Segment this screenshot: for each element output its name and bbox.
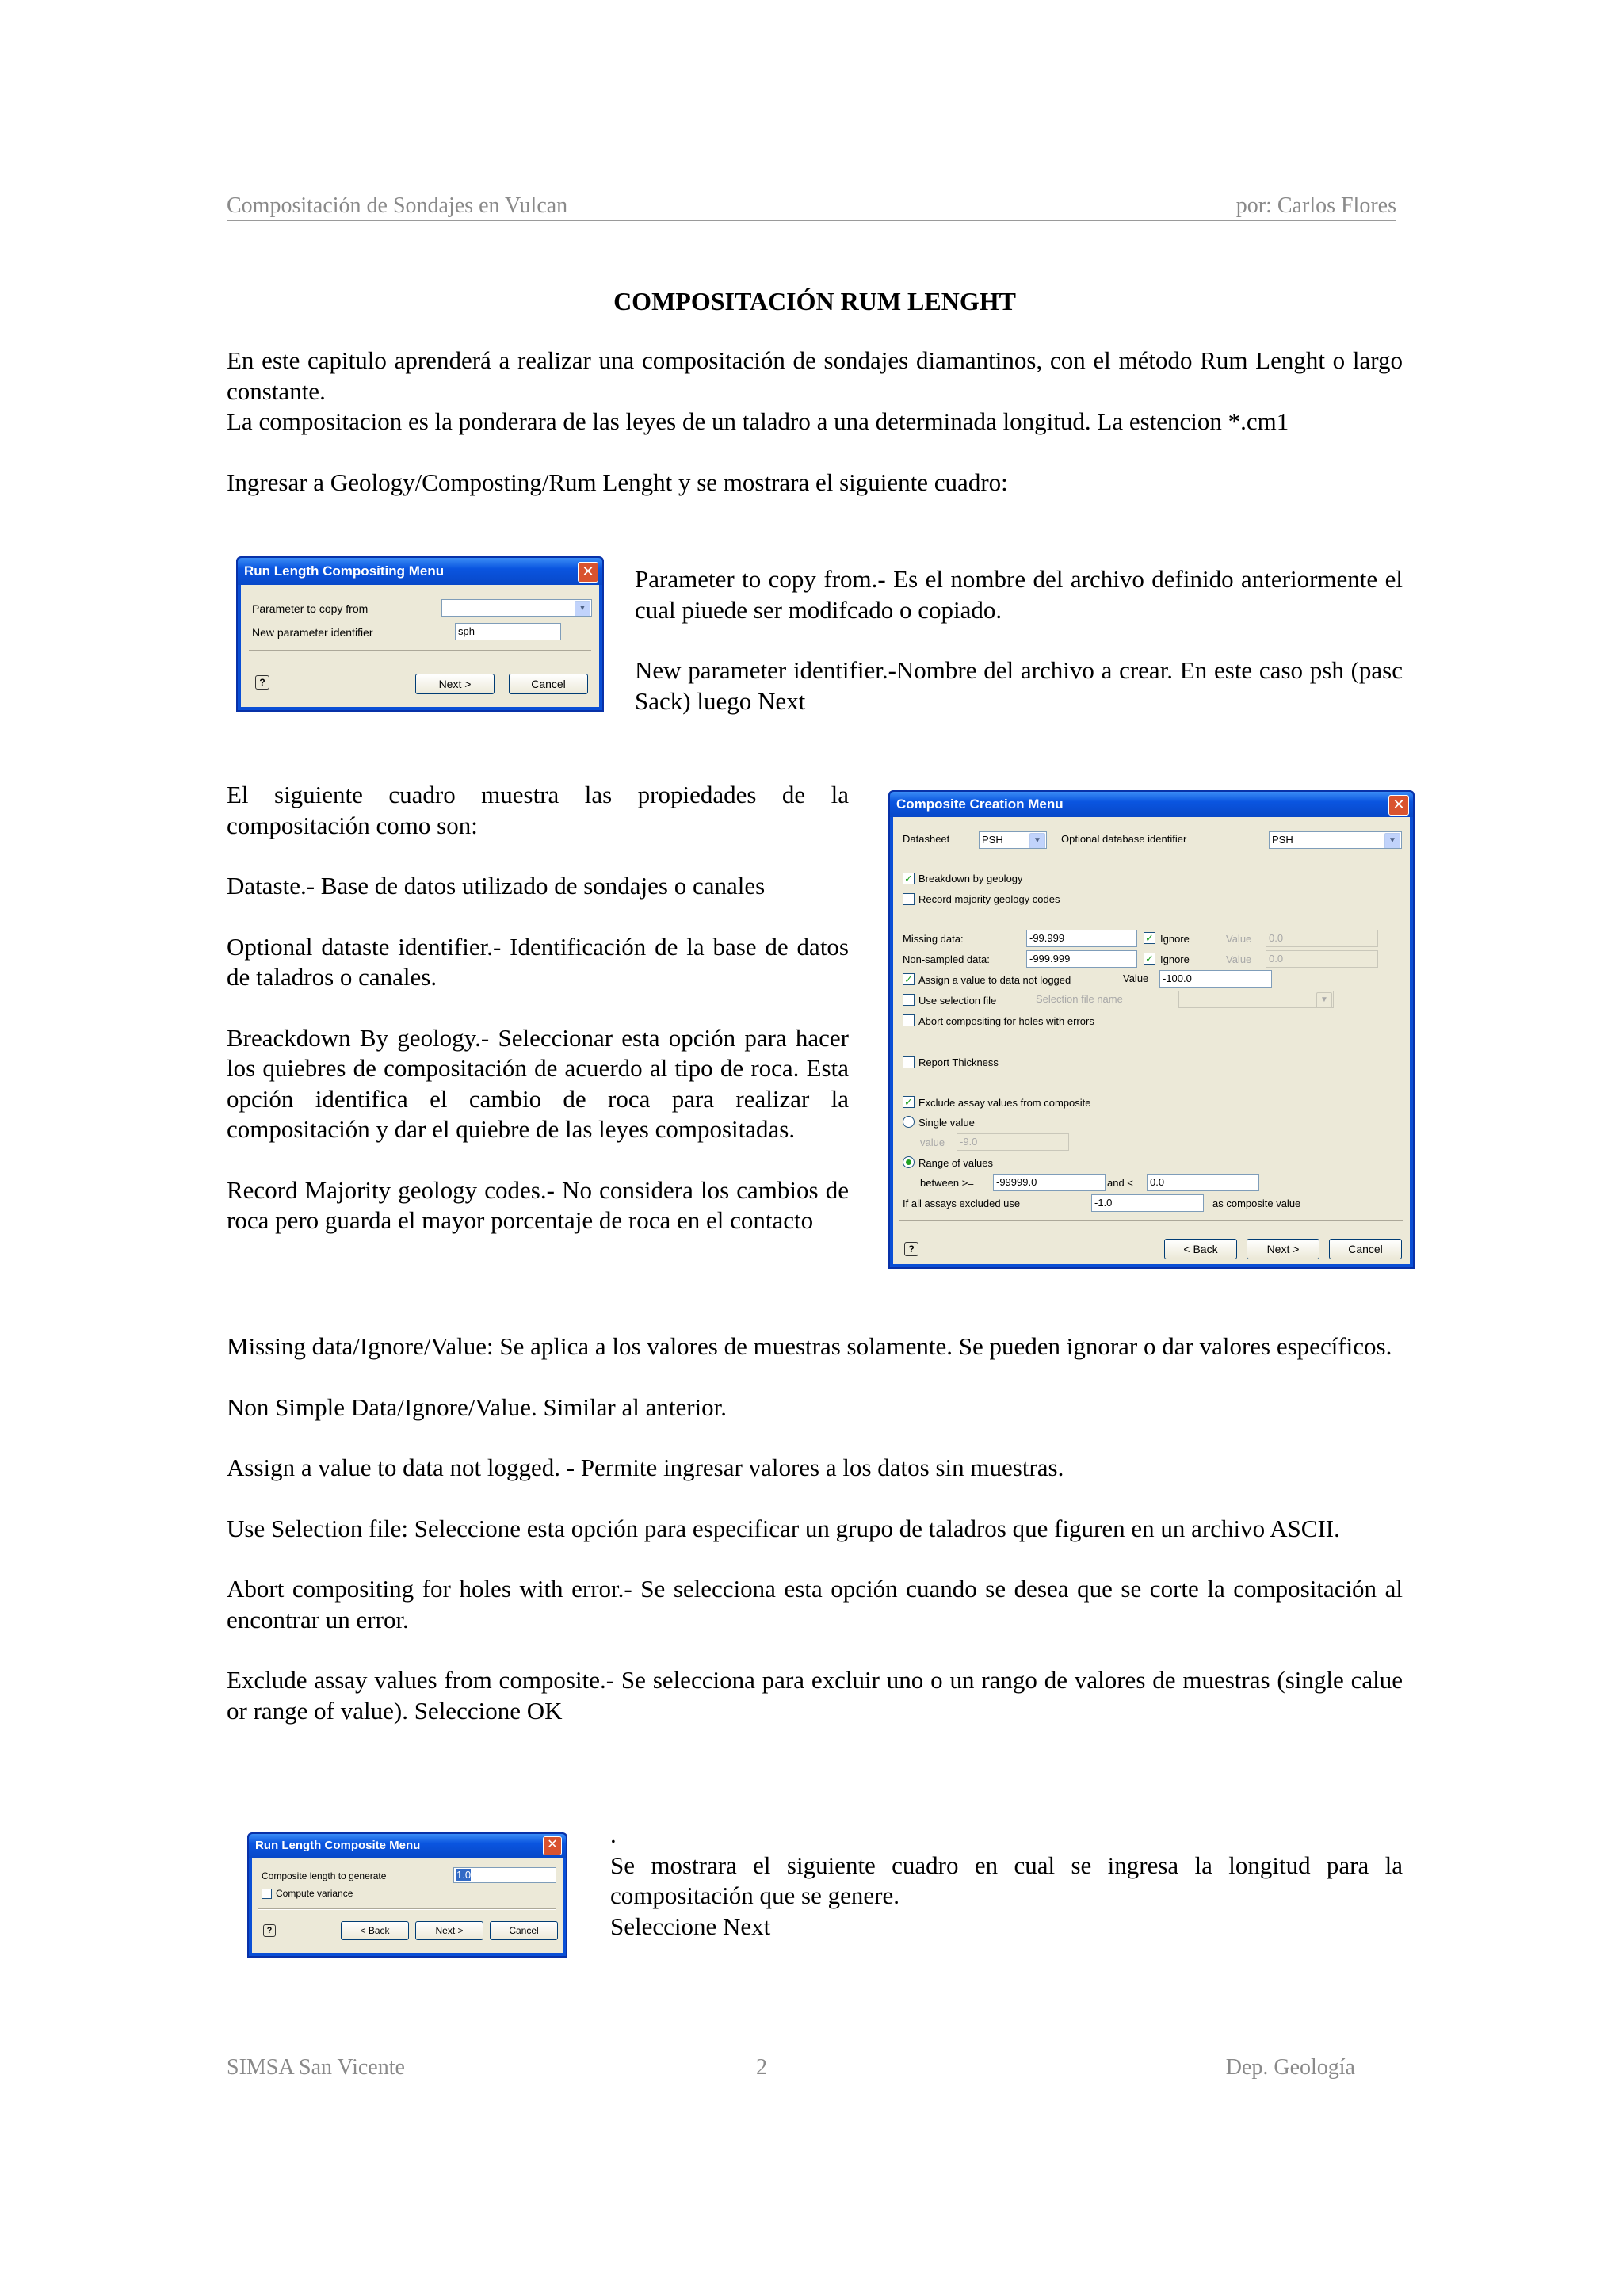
between-input[interactable]: -99999.0 — [993, 1174, 1106, 1191]
missing-value-input: 0.0 — [1266, 930, 1378, 947]
exclude-assay-label: Exclude assay values from composite — [918, 1097, 1091, 1109]
cancel-button[interactable]: Cancel — [509, 674, 588, 694]
missing-value-label: Value — [1226, 933, 1252, 945]
use-selection-checkbox[interactable] — [903, 994, 915, 1006]
divider — [249, 650, 591, 651]
section3-paragraph-2: Non Simple Data/Ignore/Value. Similar al anterior. — [227, 1392, 727, 1421]
composite-creation-dialog — [888, 790, 1415, 1269]
intro-paragraph-1: En este capitulo aprenderá a realizar una compositación de sondajes diamantinos, con el método Rum Lenght o largo constante. — [227, 346, 1403, 405]
new-parameter-input[interactable]: sph — [455, 623, 561, 640]
dialog-body — [241, 585, 599, 707]
non-sampled-value-input: 0.0 — [1266, 950, 1378, 968]
next-button[interactable]: Next > — [415, 674, 495, 694]
dialog-titlebar — [238, 558, 602, 585]
intro-paragraph-3: Ingresar a Geology/Composting/Rum Lenght y se mostrara el siguiente cuadro: — [227, 468, 1008, 496]
chevron-down-icon[interactable]: ▼ — [1029, 833, 1045, 849]
section4-paragraph-1: Se mostrara el siguiente cuadro en cual se ingresa la longitud para la compositación que se genere. — [610, 1851, 1403, 1909]
non-sampled-ignore-label: Ignore — [1160, 953, 1190, 965]
composite-length-input[interactable] — [453, 1867, 556, 1883]
header-title: Compositación de Sondajes en Vulcan — [227, 193, 568, 218]
chevron-down-icon: ▼ — [1316, 992, 1332, 1008]
section3-paragraph-1: Missing data/Ignore/Value: Se aplica a los valores de muestras solamente. Se pueden ignorar o dar valores específicos. — [227, 1332, 1392, 1360]
page-title: COMPOSITACIÓN RUM LENGHT — [613, 287, 1016, 315]
missing-data-label: Missing data: — [903, 933, 964, 945]
section2-paragraph-4: Breackdown By geology.- Seleccionar esta opción para hacer los quiebres de compositación de acuerdo al tipo de roca. Esta opción identifica el cambio de roca para realizar la compositación y dar el quiebre de las leyes compositadas. — [227, 1023, 849, 1143]
run-length-composite-dialog — [247, 1832, 567, 1958]
between-label: between >= — [920, 1177, 974, 1189]
record-majority-checkbox[interactable] — [903, 893, 915, 905]
breakdown-label: Breakdown by geology — [918, 873, 1023, 884]
composite-length-label: Composite length to generate — [262, 1870, 387, 1881]
dialog-title: Run Length Compositing Menu — [244, 563, 445, 579]
non-sampled-value-label: Value — [1226, 953, 1252, 965]
record-majority-label: Record majority geology codes — [918, 893, 1060, 905]
compute-variance-checkbox[interactable] — [262, 1889, 272, 1899]
report-thickness-checkbox[interactable] — [903, 1056, 915, 1068]
abort-compositing-checkbox[interactable] — [903, 1014, 915, 1026]
back-button[interactable]: < Back — [341, 1921, 409, 1940]
help-icon[interactable]: ? — [255, 675, 269, 690]
selection-file-select — [1178, 991, 1334, 1008]
single-value-radio[interactable] — [903, 1116, 915, 1128]
divider — [899, 1220, 1403, 1221]
compute-variance-label: Compute variance — [276, 1888, 353, 1899]
section2-paragraph-1: El siguiente cuadro muestra las propiedades de la compositación como son: — [227, 781, 849, 839]
dialog-titlebar — [249, 1834, 566, 1858]
page-number: 2 — [756, 2055, 767, 2080]
abort-compositing-label: Abort compositing for holes with errors — [918, 1015, 1094, 1027]
assign-value-label: Assign a value to data not logged — [918, 974, 1071, 986]
missing-ignore-label: Ignore — [1160, 933, 1190, 945]
optional-db-select[interactable]: PSH ▼ — [1269, 831, 1402, 849]
dialog-title: Run Length Composite Menu — [255, 1839, 421, 1852]
use-selection-label: Use selection file — [918, 995, 997, 1007]
footer-department: Dep. Geología — [1225, 2055, 1355, 2080]
non-sampled-input[interactable]: -999.999 — [1026, 950, 1137, 968]
single-value-label: Single value — [918, 1117, 975, 1129]
single-value-value-label: value — [920, 1137, 945, 1148]
selection-file-label: Selection file name — [1036, 993, 1123, 1005]
exclude-assay-checkbox[interactable]: ✓ — [903, 1096, 915, 1108]
chevron-down-icon[interactable]: ▼ — [575, 601, 590, 617]
non-sampled-ignore-checkbox[interactable]: ✓ — [1144, 953, 1155, 965]
and-input[interactable]: 0.0 — [1147, 1174, 1259, 1191]
next-button[interactable]: Next > — [415, 1921, 483, 1940]
intro-paragraph-2: La compositacion es la ponderara de las leyes de un taladro a una determinada longitud. La estencion *.cm1 — [227, 407, 1289, 435]
section4-dot: . — [610, 1820, 617, 1848]
new-parameter-label: New parameter identifier — [252, 626, 373, 639]
excluded-use-label: If all assays excluded use — [903, 1198, 1021, 1209]
composite-value-label: as composite value — [1212, 1198, 1301, 1209]
cancel-button[interactable]: Cancel — [490, 1921, 558, 1940]
section2-paragraph-2: Dataste.- Base de datos utilizado de sondajes o canales — [227, 872, 766, 900]
and-label: and < — [1107, 1177, 1133, 1189]
assign-value-checkbox[interactable]: ✓ — [903, 973, 915, 985]
section3-paragraph-3: Assign a value to data not logged. - Permite ingresar valores a los datos sin muestras. — [227, 1454, 1064, 1481]
composite-length-value: 1.0 — [456, 1869, 472, 1881]
assign-value-input[interactable]: -100.0 — [1159, 970, 1272, 988]
section3-paragraph-5: Abort compositing for holes with error.- Se selecciona esta opción cuando se desea que se corte la compositación al encontrar un error. — [227, 1575, 1403, 1633]
report-thickness-label: Report Thickness — [918, 1056, 999, 1068]
breakdown-checkbox[interactable]: ✓ — [903, 873, 915, 884]
intro-text — [227, 346, 1403, 498]
section1-text — [635, 564, 1403, 716]
param-copy-description: Parameter to copy from.- Es el nombre del archivo definido anteriormente el cual piuede ser modifcado o copiado. — [635, 565, 1403, 624]
parameter-copy-label: Parameter to copy from — [252, 602, 369, 615]
datasheet-label: Datasheet — [903, 833, 950, 845]
footer-company: SIMSA San Vicente — [227, 2055, 405, 2080]
optional-db-label: Optional database identifier — [1061, 833, 1187, 845]
section2-paragraph-3: Optional dataste identifier.- Identificación de la base de datos de taladros o canales. — [227, 932, 849, 991]
help-icon[interactable]: ? — [263, 1924, 276, 1937]
range-values-label: Range of values — [918, 1157, 993, 1169]
dialog-title: Composite Creation Menu — [896, 797, 1064, 812]
section3-text — [227, 1331, 1403, 1726]
header-author: por: Carlos Flores — [1235, 193, 1396, 218]
close-icon[interactable]: ✕ — [1388, 795, 1409, 816]
back-button[interactable]: < Back — [1164, 1239, 1237, 1259]
close-icon[interactable]: ✕ — [543, 1836, 562, 1855]
missing-data-input[interactable]: -99.999 — [1026, 930, 1137, 947]
page-footer — [227, 2050, 1355, 2082]
parameter-copy-select[interactable] — [441, 599, 592, 617]
section4-paragraph-2: Seleccione Next — [610, 1912, 771, 1940]
section4-text — [610, 1820, 1403, 1942]
dialog-body — [893, 817, 1410, 1264]
section2-paragraph-5: Record Majority geology codes.- No considera los cambios de roca pero guarda el mayor porcentaje de roca en el contacto — [227, 1175, 849, 1234]
section3-paragraph-4: Use Selection file: Seleccione esta opción para especificar un grupo de taladros que figuren en un archivo ASCII. — [227, 1514, 1340, 1542]
single-value-input: -9.0 — [957, 1133, 1069, 1151]
excluded-use-input[interactable]: -1.0 — [1091, 1194, 1204, 1212]
divider — [258, 1908, 556, 1910]
help-icon[interactable]: ? — [904, 1242, 918, 1256]
range-values-radio[interactable] — [903, 1156, 915, 1168]
dialog-titlebar — [890, 792, 1413, 817]
datasheet-select[interactable]: PSH ▼ — [979, 831, 1047, 849]
new-param-description: New parameter identifier.-Nombre del archivo a crear. En este caso psh (pasc Sack) luego Next — [635, 656, 1403, 715]
section3-paragraph-6: Exclude assay values from composite.- Se selecciona para excluir uno o un rango de valores de muestras (single calue or range of value). Seleccione OK — [227, 1666, 1403, 1725]
non-sampled-label: Non-sampled data: — [903, 953, 990, 965]
cancel-button[interactable]: Cancel — [1329, 1239, 1402, 1259]
next-button[interactable]: Next > — [1247, 1239, 1319, 1259]
dialog-body — [252, 1858, 563, 1953]
page-header — [227, 193, 1396, 221]
assign-value-value-label: Value — [1123, 972, 1149, 984]
close-icon[interactable]: ✕ — [578, 562, 598, 583]
missing-ignore-checkbox[interactable]: ✓ — [1144, 932, 1155, 944]
run-length-compositing-dialog — [236, 556, 604, 712]
chevron-down-icon[interactable]: ▼ — [1384, 833, 1400, 849]
section2-text — [227, 780, 849, 1236]
